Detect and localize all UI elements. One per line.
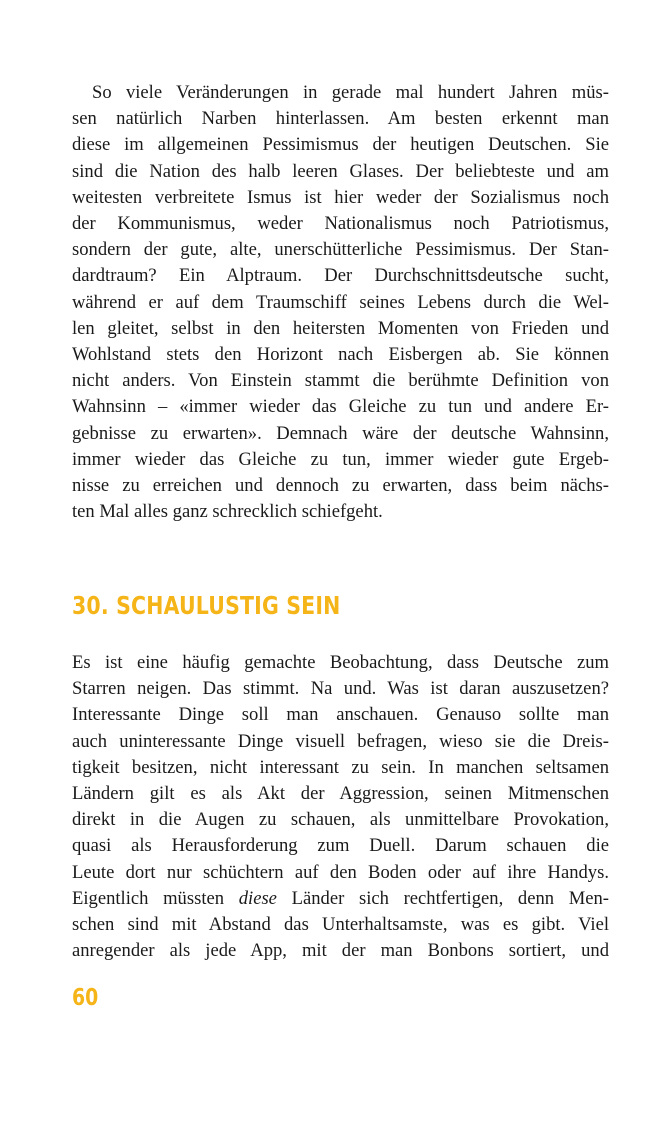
text-line: ten Mal alles ganz schrecklich schiefgeht. [72,501,383,523]
text-line: auch uninteressante Dinge visuell befragen, wieso sie die Dreis- [72,730,609,752]
text-line: tigkeit besitzen, nicht interessant zu sein. In manchen seltsamen [72,756,609,778]
text-line: Starren neigen. Das stimmt. Na und. Was ist daran auszusetzen? [72,678,609,700]
text-line: diese im allgemeinen Pessimismus der heutigen Deutschen. Sie [72,134,609,156]
text-line: während er auf dem Traumschiff seines Lebens durch die Wel- [72,291,609,313]
text-line: gebnisse zu erwarten». Demnach wäre der deutsche Wahnsinn, [72,422,609,444]
text-line: Interessante Dinge soll man anschauen. Genauso sollte man [72,704,609,726]
text-line: nisse zu erreichen und dennoch zu erwarten, dass beim nächs- [72,475,609,497]
text-line: sondern der gute, alte, unerschütterliche Pessimismus. Der Stan- [72,239,609,261]
section-heading: 30. SCHAULUSTIG SEIN [72,591,341,620]
text-line: So viele Veränderungen in gerade mal hundert Jahren müs- [92,82,609,103]
paragraph-intro [72,80,609,525]
text-line: quasi als Herausforderung zum Duell. Darum schauen die [72,835,609,857]
emphasis-text: diese [238,887,277,909]
text-line: Es ist eine häufig gemachte Beobachtung, dass Deutsche zum [72,652,609,673]
text-line: Ländern gilt es als Akt der Aggression, seinen Mitmenschen [72,783,609,805]
text-line: len gleitet, selbst in den heitersten Momenten von Frieden und [72,317,609,339]
text-line: dardtraum? Ein Alptraum. Der Durchschnittsdeutsche sucht, [72,265,609,287]
text-line: direkt in die Augen zu schauen, als unmittelbare Provokation, [72,809,609,831]
text-line: nicht anders. Von Einstein stammt die berühmte Definition von [72,370,609,392]
text-segment: Länder sich rechtfertigen, denn Men- [276,887,609,909]
text-line: immer wieder das Gleiche zu tun, immer wieder gute Ergeb- [72,448,609,470]
text-line: sind die Nation des halb leeren Glases. Der beliebteste und am [72,160,609,182]
text-line: weitesten verbreitete Ismus ist hier weder der Sozialismus noch [72,186,609,208]
text-line: schen sind mit Abstand das Unterhaltsamste, was es gibt. Viel [72,914,609,936]
text-line: Leute dort nur schüchtern auf den Boden oder auf ihre Handys. [72,861,609,883]
paragraph-section [72,650,609,964]
page-number: 60 [72,985,99,1011]
text-line: der Kommunismus, weder Nationalismus noch Patriotismus, [72,213,609,235]
text-line: sen natürlich Narben hinterlassen. Am besten erkennt man [72,108,609,130]
text-line: Wohlstand stets den Horizont nach Eisbergen ab. Sie können [72,344,609,366]
text-segment: Eigentlich müssten [72,887,239,909]
text-line [72,886,609,912]
text-line: anregender als jede App, mit der man Bonbons sortiert, und [72,940,609,962]
text-line: Wahnsinn – «immer wieder das Gleiche zu tun und andere Er- [72,396,609,418]
